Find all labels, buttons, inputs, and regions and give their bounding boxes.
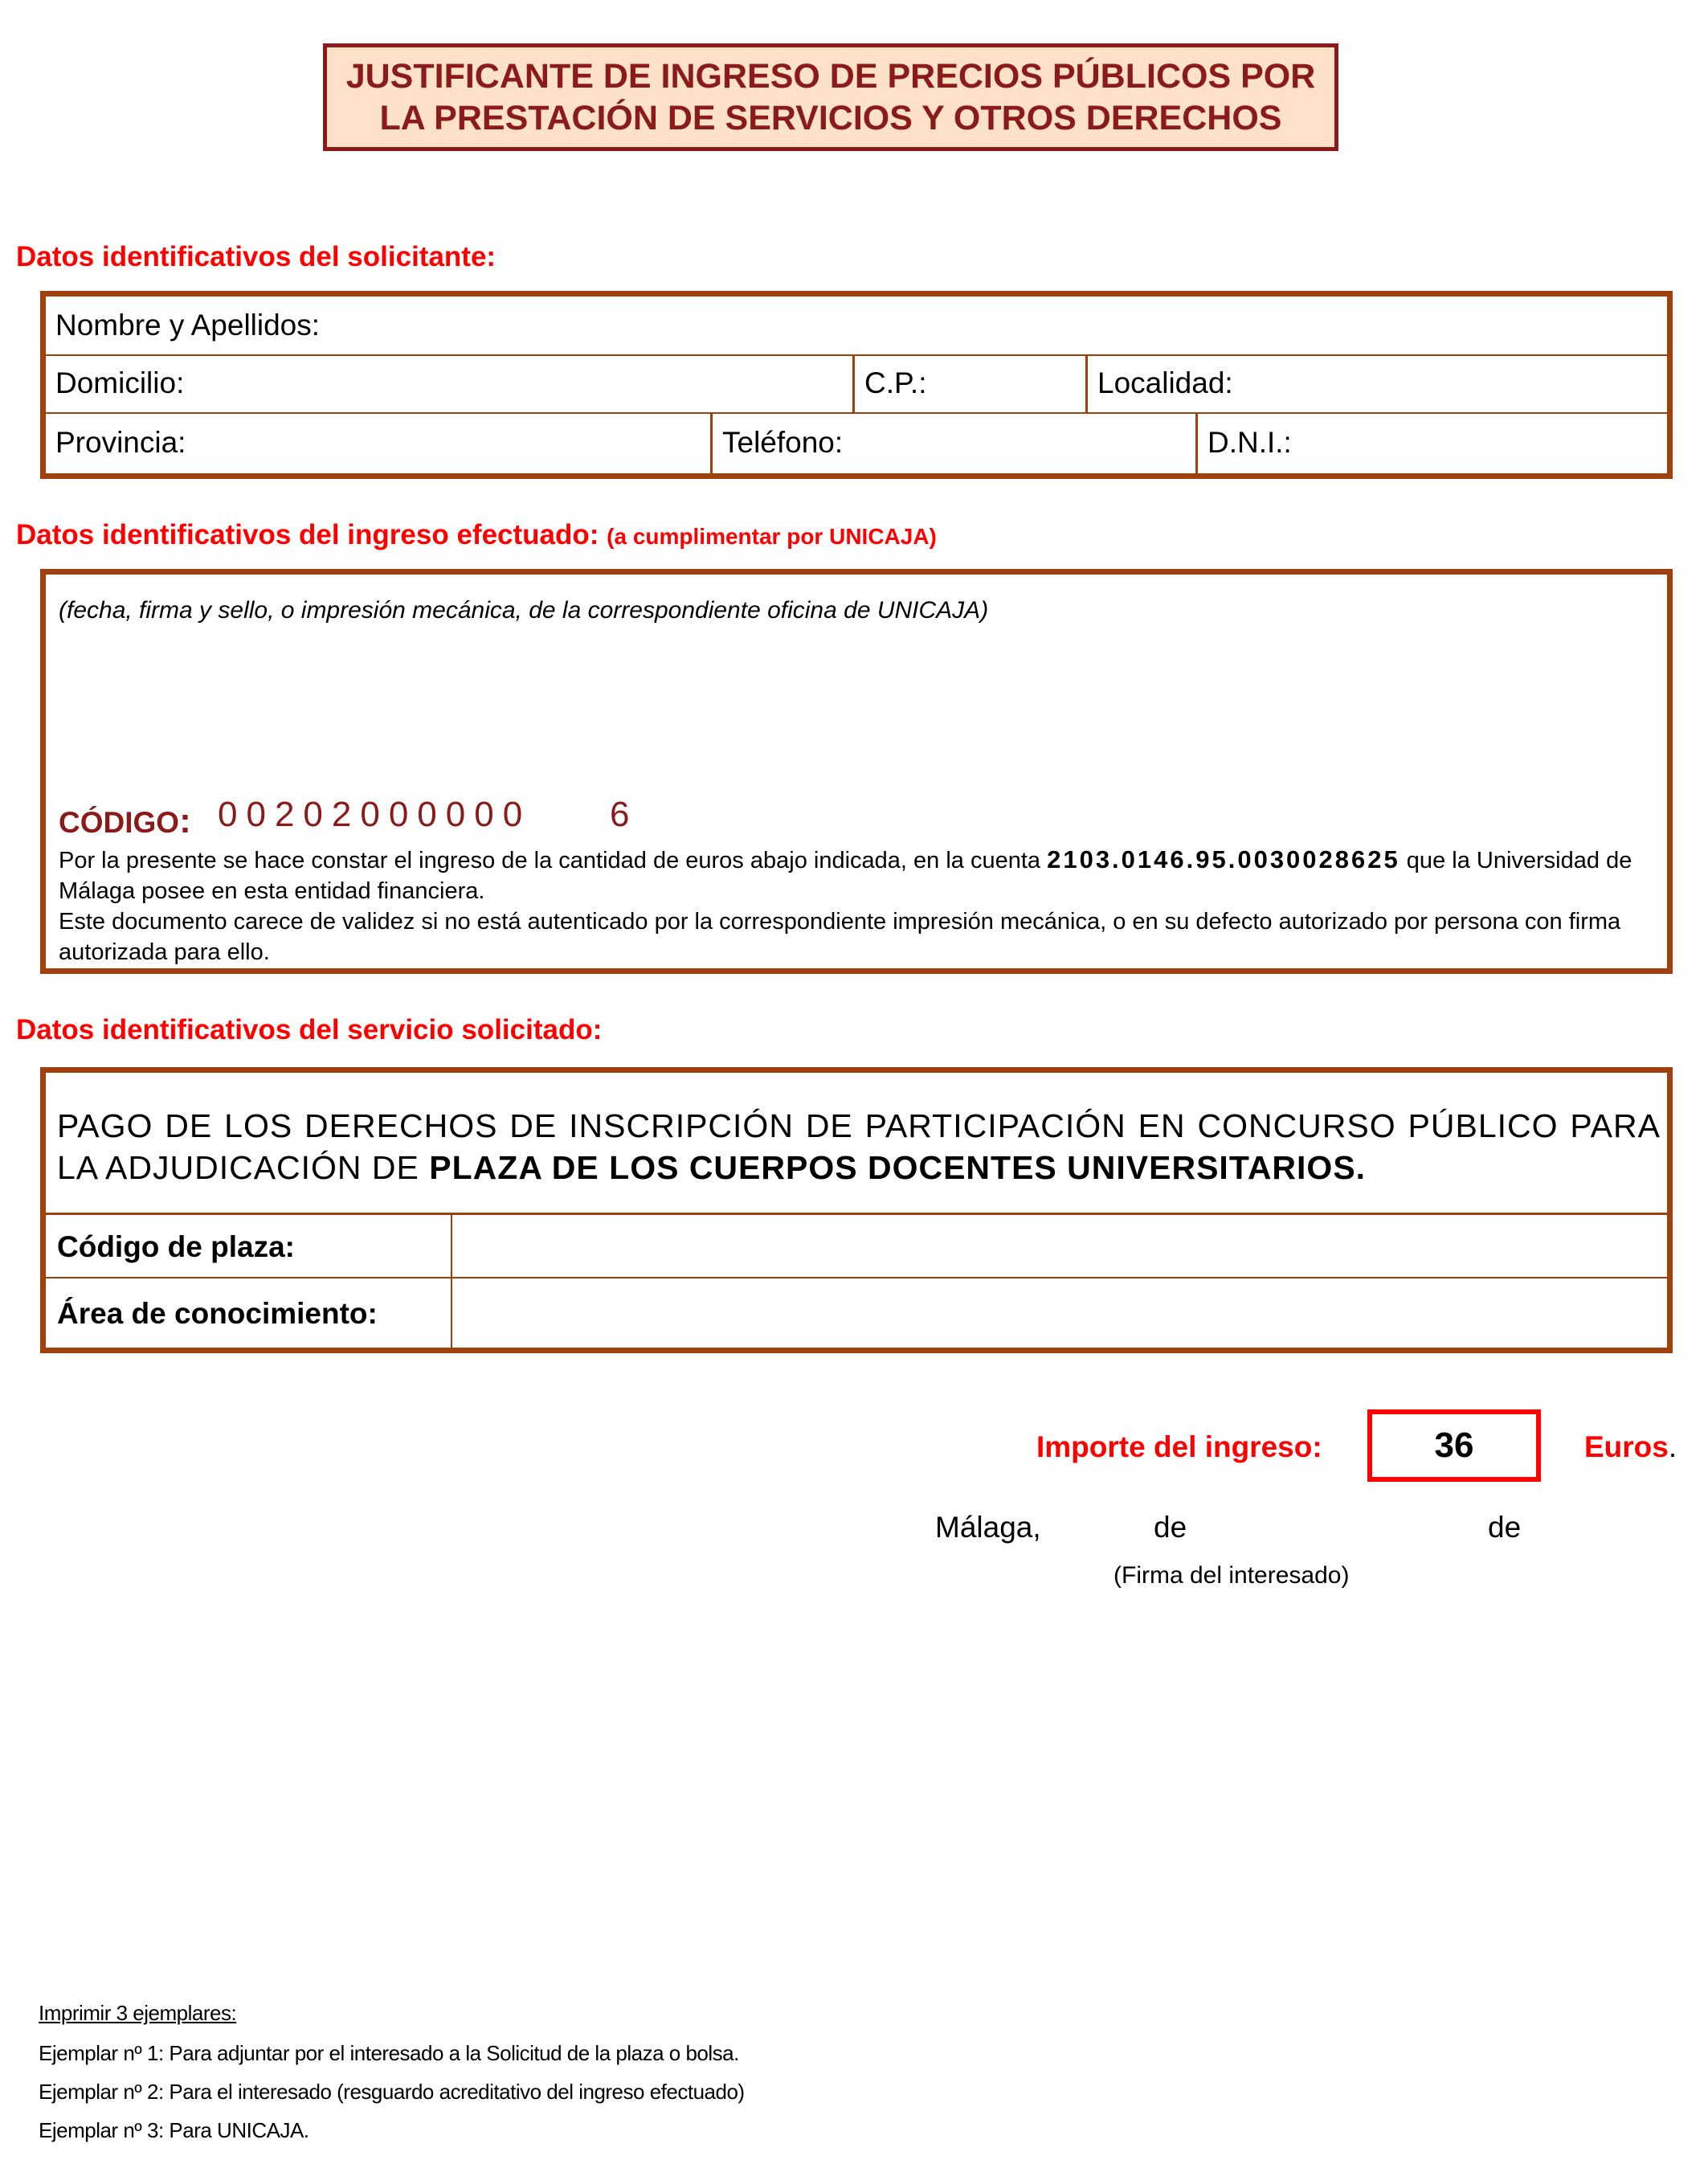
cp-label: C.P.: bbox=[864, 366, 927, 399]
service-box bbox=[40, 1067, 1673, 1353]
provincia-label: Provincia: bbox=[55, 426, 186, 459]
payment-heading-text: Datos identificativos del ingreso efectuado: bbox=[16, 519, 599, 550]
signature-city: Málaga, bbox=[935, 1511, 1041, 1544]
codigo-plaza-field[interactable] bbox=[452, 1215, 1667, 1279]
footer-line-3: Ejemplar nº 3: Para UNICAJA. bbox=[39, 2118, 309, 2142]
codigo-colon: : bbox=[179, 801, 191, 841]
codigo-plaza-label: Código de plaza: bbox=[46, 1215, 452, 1279]
payment-validity-note: Este documento carece de validez si no está autenticado por la correspondiente impresión mecánica, o en su defecto autorizado por persona con firma autorizada para ello. bbox=[59, 909, 1621, 965]
codigo-label-text: CÓDIGO bbox=[59, 806, 180, 839]
area-field[interactable] bbox=[452, 1278, 1667, 1349]
payment-box bbox=[40, 569, 1673, 974]
cp-field[interactable] bbox=[852, 354, 1085, 412]
service-heading: Datos identificativos del servicio solicitado: bbox=[16, 1014, 603, 1045]
payment-heading-note: (a cumplimentar por UNICAJA) bbox=[607, 524, 937, 549]
dni-field[interactable] bbox=[1195, 412, 1667, 473]
signature-de-2: de bbox=[1488, 1511, 1522, 1544]
signature-caption: (Firma del interesado) bbox=[1113, 1562, 1350, 1589]
payment-text-part2: que la Universidad de Málaga posee en esta entidad financiera. bbox=[59, 848, 1632, 904]
account-number: 2103.0146.95.0030028625 bbox=[1047, 845, 1400, 873]
codigo-value: 00202000000 bbox=[218, 795, 532, 834]
amount-unit-dot: . bbox=[1668, 1430, 1677, 1463]
domicilio-field[interactable] bbox=[46, 354, 852, 412]
amount-unit-text: Euros bbox=[1584, 1430, 1669, 1463]
applicant-row-address bbox=[46, 354, 1667, 414]
amount-value-box bbox=[1367, 1409, 1541, 1482]
localidad-label: Localidad: bbox=[1097, 366, 1233, 399]
domicilio-label: Domicilio: bbox=[55, 366, 185, 399]
service-description-text: PAGO DE LOS DERECHOS DE INSCRIPCIÓN DE PARTICIPACIÓN EN CONCURSO PÚBLICO PARA LA ADJUDICACIÓN DE bbox=[57, 1107, 1661, 1186]
applicant-table bbox=[40, 291, 1673, 479]
amount-value: 36 bbox=[1434, 1426, 1474, 1465]
footer-line-2: Ejemplar nº 2: Para el interesado (resguardo acreditativo del ingreso efectuado) bbox=[39, 2080, 745, 2104]
signature-de-1: de bbox=[1154, 1511, 1187, 1544]
payment-text-part1: Por la presente se hace constar el ingreso de la cantidad de euros abajo indicada, en la cuenta bbox=[59, 848, 1048, 873]
telefono-label: Teléfono: bbox=[722, 426, 844, 459]
document-title bbox=[323, 43, 1338, 151]
telefono-field[interactable] bbox=[710, 412, 1195, 473]
stamp-note: (fecha, firma y sello, o impresión mecánica, de la correspondiente oficina de UNICAJA) bbox=[59, 597, 989, 624]
nombre-label: Nombre y Apellidos: bbox=[55, 309, 321, 342]
nombre-field[interactable] bbox=[46, 297, 1667, 354]
codigo-label bbox=[59, 801, 191, 841]
provincia-field[interactable] bbox=[46, 412, 710, 473]
applicant-row-name bbox=[46, 297, 1667, 356]
codigo-plaza-row bbox=[46, 1213, 1667, 1279]
title-line-1: JUSTIFICANTE DE INGRESO DE PRECIOS PÚBLICOS POR bbox=[345, 57, 1316, 96]
service-description bbox=[57, 1105, 1661, 1188]
area-row bbox=[46, 1277, 1667, 1349]
applicant-heading: Datos identificativos del solicitante: bbox=[16, 241, 496, 272]
codigo-check-digit: 6 bbox=[610, 795, 630, 834]
title-line-2: LA PRESTACIÓN DE SERVICIOS Y OTROS DERECHOS bbox=[379, 99, 1282, 137]
area-label: Área de conocimiento: bbox=[46, 1278, 452, 1349]
payment-text bbox=[59, 845, 1649, 967]
footer-line-1: Ejemplar nº 1: Para adjuntar por el interesado a la Solicitud de la plaza o bolsa. bbox=[39, 2041, 739, 2065]
service-description-bold: PLAZA DE LOS CUERPOS DOCENTES UNIVERSITARIOS. bbox=[429, 1149, 1367, 1186]
localidad-field[interactable] bbox=[1085, 354, 1667, 412]
payment-heading bbox=[16, 519, 937, 551]
footer-title: Imprimir 3 ejemplares: bbox=[39, 2001, 237, 2025]
applicant-row-contact bbox=[46, 412, 1667, 473]
amount-unit bbox=[1584, 1430, 1677, 1464]
amount-label: Importe del ingreso: bbox=[1036, 1430, 1322, 1463]
dni-label: D.N.I.: bbox=[1207, 426, 1292, 459]
